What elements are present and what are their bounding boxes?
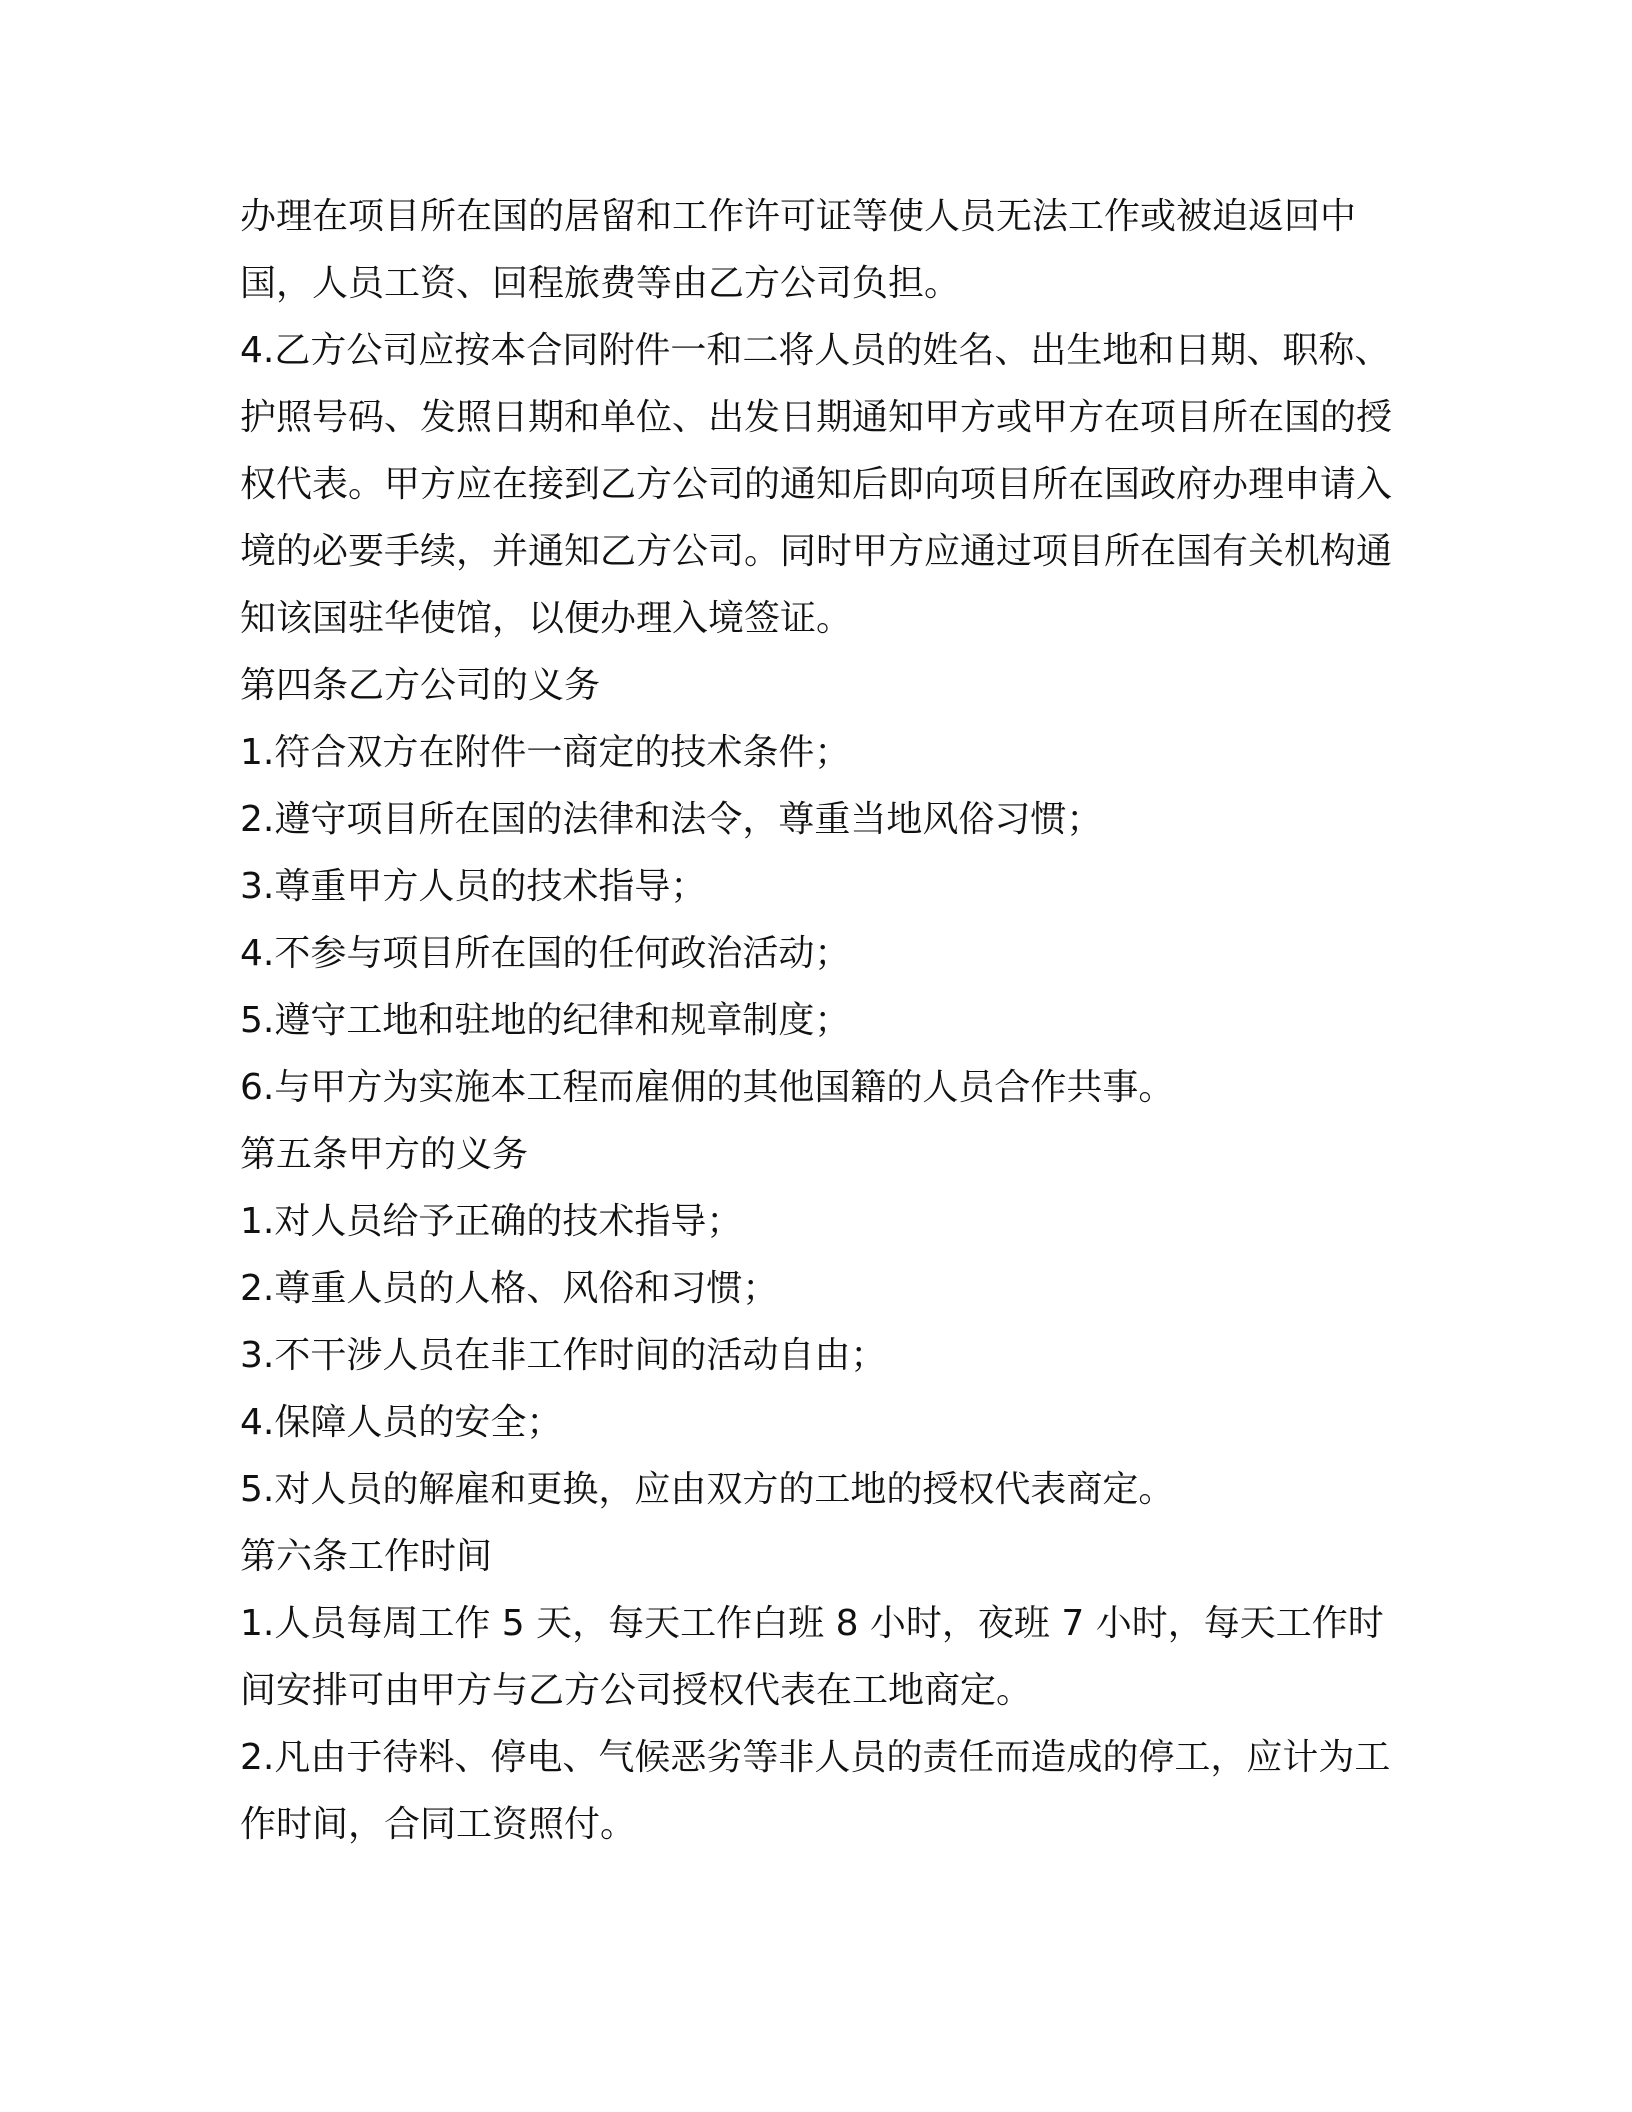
article-5-item-4: 4.保障人员的安全； — [240, 1402, 563, 1443]
article-6-item-2: 2.凡由于待料、停电、气候恶劣等非人员的责任而造成的停工，应计为工作时间，合同工资照付。 — [240, 1737, 1391, 1845]
article-4-item-2: 2.遵守项目所在国的法律和法令，尊重当地风俗习惯； — [240, 799, 1103, 840]
article-5-item-2: 2.尊重人员的人格、风俗和习惯； — [240, 1268, 779, 1309]
article-4-item-1: 1.符合双方在附件一商定的技术条件； — [240, 732, 851, 773]
article-5-item-5: 5.对人员的解雇和更换，应由双方的工地的授权代表商定。 — [240, 1469, 1175, 1510]
article-5-item-3: 3.不干涉人员在非工作时间的活动自由； — [240, 1335, 887, 1376]
article-6-item-1: 1.人员每周工作 5 天，每天工作白班 8 小时，夜班 7 小时，每天工作时间安排可由甲方与乙方公司授权代表在工地商定。 — [240, 1603, 1384, 1711]
article-6-heading: 第六条工作时间 — [240, 1536, 493, 1577]
article-4-item-4: 4.不参与项目所在国的任何政治活动； — [240, 933, 851, 974]
paragraph-continuation: 办理在项目所在国的居留和工作许可证等使人员无法工作或被迫返回中国，人员工资、回程旅费等由乙方公司负担。 — [240, 196, 1357, 304]
article-4-heading: 第四条乙方公司的义务 — [240, 665, 601, 706]
article-4-item-6: 6.与甲方为实施本工程而雇佣的其他国籍的人员合作共事。 — [240, 1067, 1175, 1108]
article-4-item-3: 3.尊重甲方人员的技术指导； — [240, 866, 707, 907]
article-4-item-5: 5.遵守工地和驻地的纪律和规章制度； — [240, 1000, 851, 1041]
document-body — [240, 183, 1400, 1858]
article-5-heading: 第五条甲方的义务 — [240, 1134, 529, 1175]
article-5-item-1: 1.对人员给予正确的技术指导； — [240, 1201, 743, 1242]
paragraph-clause-3-4: 4.乙方公司应按本合同附件一和二将人员的姓名、出生地和日期、职称、护照号码、发照日期和单位、出发日期通知甲方或甲方在项目所在国的授权代表。甲方应在接到乙方公司的通知后即向项目所在国政府办理申请入境的必要手续，并通知乙方公司。同时甲方应通过项目所在国有关机构通知该国驻华使馆，以便办理入境签证。 — [240, 330, 1393, 639]
